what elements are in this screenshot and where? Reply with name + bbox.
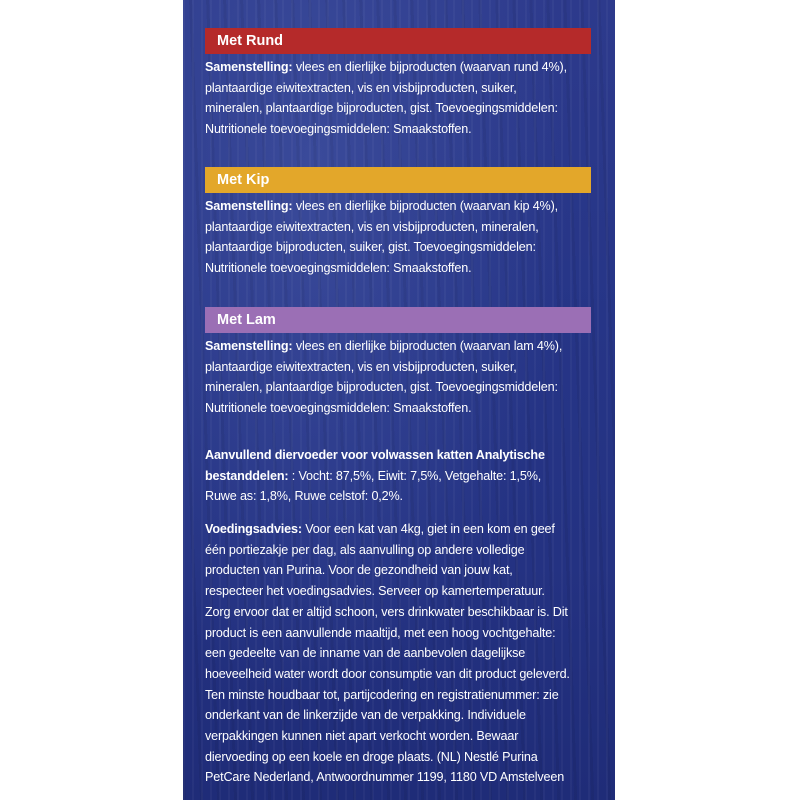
analytical-constituents xyxy=(205,445,573,507)
composition-lam-label: Samenstelling: xyxy=(205,339,293,353)
banner-lam-title: Met Lam xyxy=(217,312,276,328)
composition-rund-label: Samenstelling: xyxy=(205,60,293,74)
banner-kip-title: Met Kip xyxy=(217,172,270,188)
section-feeding-advice xyxy=(205,516,595,788)
feeding-advice-text: Voor een kat van 4kg, giet in een kom en geef één portiezakje per dag, als aanvulling op andere volledige producten van Purina. Voor de gezondheid van jouw kat, respecteer het voedingsadvies. Serveer op kamertemperatuur. Zorg ervoor dat er altijd schoon, vers drinkwater beschikbaar is. Dit product is een aanvullende maaltijd, met een hoog vochtgehalte: een gedeelte van de inname van de aanbevolen dagelijkse hoeveelheid water wordt door consumptie van dit product geleverd. Ten minste houdbaar tot, partijcodering en registratienummer: zie onderkant van de linkerzijde van de verpakking. Individuele verpakkingen kunnen niet apart verkocht worden. Bewaar diervoeding op een koele en droge plaats. (NL) Nestlé Purina PetCare Nederland, Antwoordnummer 1199, 1180 VD Amstelveen xyxy=(205,522,570,785)
section-analytical xyxy=(205,442,595,507)
composition-rund-text: vlees en dierlijke bijproducten (waarvan rund 4%), plantaardige eiwitextracten, vis en visbijproducten, suiker, mineralen, plantaardige bijproducten, gist. Toevoegingsmiddelen: Nutritionele toevoegingsmiddelen: Smaakstoffen. xyxy=(205,60,567,137)
composition-kip-label: Samenstelling: xyxy=(205,199,293,213)
section-kip xyxy=(205,167,595,279)
composition-lam-text: vlees en dierlijke bijproducten (waarvan lam 4%), plantaardige eiwitextracten, vis en visbijproducten, suiker, mineralen, plantaardige bijproducten, gist. Toevoegingsmiddelen: Nutritionele toevoegingsmiddelen: Smaakstoffen. xyxy=(205,339,563,416)
composition-lam xyxy=(205,336,573,419)
analytical-label: Aanvullend diervoeder voor volwassen katten Analytische bestanddelen: xyxy=(205,448,545,483)
analytical-text: : Vocht: 87,5%, Eiwit: 7,5%, Vetgehalte: 1,5%, Ruwe as: 1,8%, Ruwe celstof: 0,2%. xyxy=(205,468,542,504)
composition-kip xyxy=(205,196,573,279)
feeding-advice xyxy=(205,519,573,788)
composition-rund xyxy=(205,57,573,140)
banner-rund xyxy=(205,28,591,54)
section-lam xyxy=(205,307,595,419)
banner-rund-title: Met Rund xyxy=(217,33,284,49)
section-rund xyxy=(205,28,595,140)
ingredients-panel xyxy=(183,0,615,800)
banner-kip xyxy=(205,167,591,193)
feeding-advice-label: Voedingsadvies: xyxy=(205,522,302,536)
composition-kip-text: vlees en dierlijke bijproducten (waarvan kip 4%), plantaardige eiwitextracten, vis en visbijproducten, mineralen, plantaardige bijproducten, suiker, gist. Toevoegingsmiddelen: Nutritionele toevoegingsmiddelen: Smaakstoffen. xyxy=(205,199,558,276)
banner-lam xyxy=(205,307,591,333)
